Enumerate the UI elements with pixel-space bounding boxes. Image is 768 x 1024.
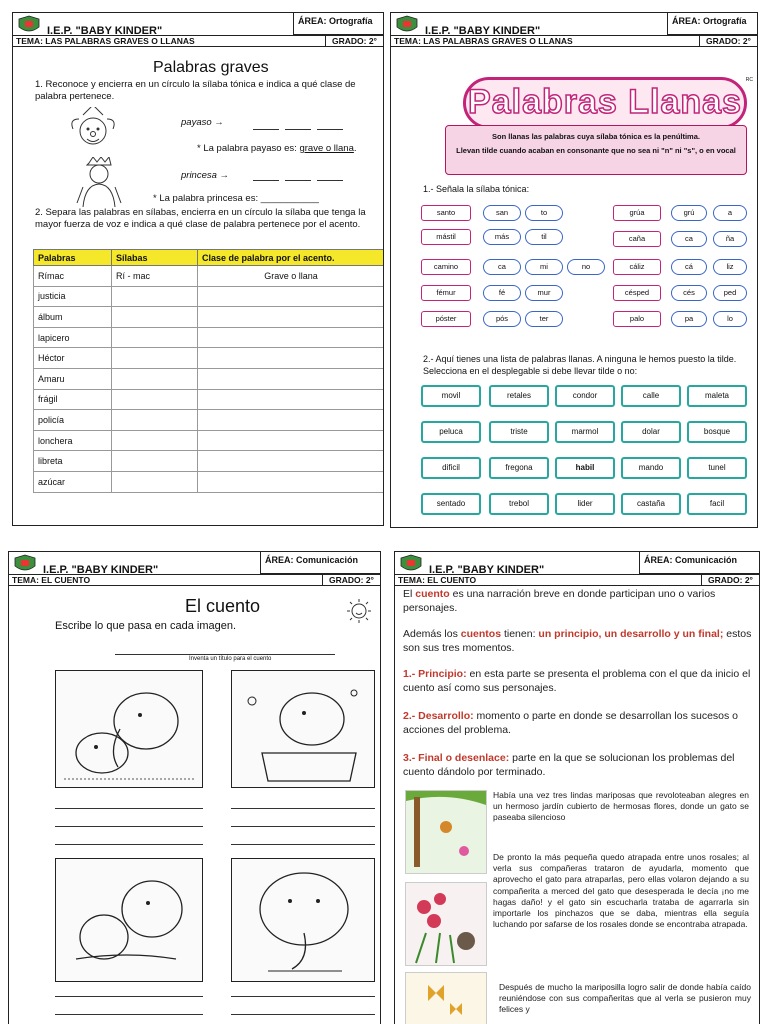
word-box: grúa: [613, 205, 661, 221]
word-select[interactable]: dificil: [421, 457, 481, 479]
syllable-box[interactable]: to: [525, 205, 563, 221]
story-paragraph-1: Había una vez tres lindas mariposas que revoloteaban alegres en un hermoso jardín cubierto de hermosas flores, donde un gato se paseaba silencioso: [493, 790, 749, 823]
syllable-box[interactable]: lo: [713, 311, 747, 327]
table-cell[interactable]: [198, 348, 385, 369]
word-select[interactable]: marmol: [555, 421, 615, 443]
word-select[interactable]: dolar: [621, 421, 681, 443]
syllable-box[interactable]: cá: [671, 259, 707, 275]
table-row: [34, 307, 385, 328]
word-box: caña: [613, 231, 661, 247]
syllable-box[interactable]: til: [525, 229, 563, 245]
table-cell[interactable]: [198, 430, 385, 451]
table-cell[interactable]: [198, 307, 385, 328]
table-cell[interactable]: [198, 327, 385, 348]
definition-paragraph: El cuento es una narración breve en donde participan uno o varios personajes.: [403, 588, 716, 614]
title-write-line[interactable]: [115, 654, 335, 655]
clown-drawing-icon: [63, 107, 123, 153]
roses-cat-icon: [406, 883, 486, 965]
table-cell: justicia: [34, 286, 112, 307]
table-cell: libreta: [34, 451, 112, 472]
table-cell: Rímac: [34, 266, 112, 287]
school-name: I.E.P. "BABY KINDER": [43, 564, 159, 576]
story-picture-3: [405, 972, 487, 1024]
word-select[interactable]: condor: [555, 385, 615, 407]
school-logo-icon: [13, 554, 37, 574]
word-select[interactable]: maleta: [687, 385, 747, 407]
worksheet-palabras-llanas: [390, 12, 758, 528]
grado-label: GRADO: 2°: [699, 36, 757, 46]
syllable-box[interactable]: pa: [671, 311, 707, 327]
page-title: Palabras Llanas: [463, 77, 747, 129]
syllable-table: [33, 249, 384, 493]
table-cell: lonchera: [34, 430, 112, 451]
worksheet-header: [9, 552, 380, 586]
table-cell[interactable]: [112, 307, 198, 328]
story-picture-1: [405, 790, 487, 874]
princesa-sentence: * La palabra princesa es: ___________: [153, 193, 319, 204]
column-header-clase: Clase de palabra por el acento.: [198, 250, 385, 266]
grado-label: GRADO: 2°: [701, 575, 759, 585]
syllable-box[interactable]: a: [713, 205, 747, 221]
word-select[interactable]: bosque: [687, 421, 747, 443]
school-name: I.E.P. "BABY KINDER": [429, 564, 545, 576]
area-label: ÁREA: Ortografía: [293, 13, 383, 35]
school-logo-icon: [17, 15, 41, 35]
area-label: ÁREA: Ortografía: [667, 13, 757, 35]
story-paragraph-2: De pronto la más pequeña quedo atrapada entre unos rosales; al verla sus compañeras trataron de ayudarla, momento que aprovecho el gato para atraparlas, pero ellas volaron dejando a su compañerita a merced del gato que desesperada le decía ¡no me hagas daño! y el gato sin escucharla trataba de agarrarla sin importarle los pinchazos que se daba, mientras ella seguía luchando por safarse de los rosales donde se encontraba atrapada.: [493, 852, 749, 930]
word-select[interactable]: tunel: [687, 457, 747, 479]
table-cell[interactable]: [112, 410, 198, 431]
grado-label: GRADO: 2°: [325, 36, 383, 46]
school-name: I.E.P. "BABY KINDER": [47, 25, 163, 37]
word-select[interactable]: calle: [621, 385, 681, 407]
table-cell: Amaru: [34, 368, 112, 389]
word-box: mástil: [421, 229, 471, 245]
word-box: camino: [421, 259, 471, 275]
worksheet-header: [13, 13, 383, 47]
table-cell[interactable]: [112, 348, 198, 369]
table-cell: álbum: [34, 307, 112, 328]
word-select[interactable]: castaña: [621, 493, 681, 515]
worksheet-el-cuento-imagenes: [8, 551, 381, 1024]
word-select[interactable]: facil: [687, 493, 747, 515]
table-cell[interactable]: [112, 471, 198, 492]
word-box: fémur: [421, 285, 471, 301]
table-row: [34, 430, 385, 451]
column-header-palabras: Palabras: [34, 250, 112, 266]
page-title: El cuento: [185, 596, 261, 616]
story-image-2: [231, 670, 375, 788]
syllable-box[interactable]: ca: [483, 259, 521, 275]
table-cell: lapicero: [34, 327, 112, 348]
story-image-3: [55, 858, 203, 982]
question-1: 1.- Señala la sílaba tónica:: [423, 184, 530, 194]
table-cell[interactable]: [198, 410, 385, 431]
tema-label: TEMA: LAS PALABRAS GRAVES O LLANAS: [16, 36, 195, 46]
rc-mark: RC: [745, 77, 753, 83]
syllable-box[interactable]: ped: [713, 285, 747, 301]
word-select[interactable]: trebol: [489, 493, 549, 515]
principio-paragraph: 1.- Principio: en esta parte se presenta el problema con el que da inicio el cuento así como sus personajes.: [403, 668, 751, 694]
syllable-box[interactable]: pós: [483, 311, 521, 327]
word-box: cáliz: [613, 259, 661, 275]
area-label: ÁREA: Comunicación: [260, 552, 380, 574]
story-paragraph-3: Después de mucho la mariposilla logro salir de donde había caído reuniéndose con sus compañeritas que al verla se pusieron muy felices y: [499, 982, 751, 1015]
syllable-box[interactable]: ter: [525, 311, 563, 327]
word-select[interactable]: habil: [555, 457, 615, 479]
word-select[interactable]: retales: [489, 385, 549, 407]
syllable-box[interactable]: grú: [671, 205, 707, 221]
word-select[interactable]: lider: [555, 493, 615, 515]
syllable-box[interactable]: san: [483, 205, 521, 221]
table-cell[interactable]: [112, 430, 198, 451]
story-image-1: [55, 670, 203, 788]
worksheet-palabras-graves: [12, 12, 384, 526]
word-box: palo: [613, 311, 661, 327]
table-row: [34, 389, 385, 410]
table-row: [34, 348, 385, 369]
syllable-box[interactable]: mi: [525, 259, 563, 275]
table-cell[interactable]: [112, 389, 198, 410]
worksheet-header: [391, 13, 757, 47]
school-logo-icon: [399, 554, 423, 574]
syllable-box[interactable]: ca: [671, 231, 707, 247]
table-cell: Héctor: [34, 348, 112, 369]
table-cell[interactable]: [112, 286, 198, 307]
grado-label: GRADO: 2°: [322, 575, 380, 585]
table-row: [34, 327, 385, 348]
parts-paragraph: Además los cuentos tienen: un principio, un desarrollo y un final; estos son sus tres momentos.: [403, 628, 752, 654]
rule-1: Son llanas las palabras cuya sílaba tónica es la penúltima.: [491, 132, 700, 141]
word-select[interactable]: fregona: [489, 457, 549, 479]
area-label: ÁREA: Comunicación: [639, 552, 759, 574]
elephant-splash-drawing-icon: [56, 859, 202, 981]
syllable-box[interactable]: no: [567, 259, 605, 275]
table-cell: azúcar: [34, 471, 112, 492]
tema-label: TEMA: EL CUENTO: [398, 575, 477, 585]
word-princesa: princesa →: [181, 170, 230, 181]
final-paragraph: 3.- Final o desenlace: parte en la que se solucionan los problemas del cuento dándolo por terminado.: [403, 752, 735, 778]
elephant-bath-drawing-icon: [232, 671, 374, 787]
table-row: [34, 266, 385, 287]
happy-elephant-drawing-icon: [232, 859, 374, 981]
payaso-sentence: * La palabra payaso es: grave o llana.: [197, 143, 357, 154]
syllable-box[interactable]: más: [483, 229, 521, 245]
table-cell[interactable]: [112, 327, 198, 348]
table-cell[interactable]: [198, 471, 385, 492]
word-box: santo: [421, 205, 471, 221]
word-select[interactable]: sentado: [421, 493, 481, 515]
table-cell[interactable]: [198, 286, 385, 307]
table-cell[interactable]: [198, 389, 385, 410]
table-row: [34, 286, 385, 307]
word-select[interactable]: movil: [421, 385, 481, 407]
desarrollo-paragraph: 2.- Desarrollo: momento o parte en donde se desarrollan los sucesos o acciones del problema.: [403, 710, 739, 736]
word-box: césped: [613, 285, 661, 301]
rule-2: Llevan tilde cuando acaban en consonante que no sea ni "n" ni "s", o en vocal: [456, 146, 736, 155]
worksheet-el-cuento-teoria: [394, 551, 760, 1024]
worksheet-header: [395, 552, 759, 586]
table-row: [34, 451, 385, 472]
column-header-silabas: Sílabas: [112, 250, 198, 266]
word-box: póster: [421, 311, 471, 327]
tema-label: TEMA: LAS PALABRAS GRAVES O LLANAS: [394, 36, 573, 46]
story-picture-2: [405, 882, 487, 966]
tema-label: TEMA: EL CUENTO: [12, 575, 91, 585]
syllable-box[interactable]: cés: [671, 285, 707, 301]
rule-box: [445, 125, 747, 175]
instruction-2: 2. Separa las palabras en sílabas, encierra en un círculo la sílaba que tenga la mayor fuerza de voz e indica a qué clase de palabra pertenece por el acento.: [35, 207, 366, 230]
word-select[interactable]: triste: [489, 421, 549, 443]
sun-icon: [346, 598, 372, 624]
word-select[interactable]: mando: [621, 457, 681, 479]
table-cell: frágil: [34, 389, 112, 410]
instruction: Escribe lo que pasa en cada imagen.: [55, 620, 237, 632]
syllable-box[interactable]: fé: [483, 285, 521, 301]
school-logo-icon: [395, 15, 419, 35]
table-cell[interactable]: [198, 368, 385, 389]
table-cell[interactable]: Grave o llana: [198, 266, 385, 287]
table-row: [34, 410, 385, 431]
page-title: Palabras graves: [153, 59, 269, 76]
syllable-box[interactable]: ña: [713, 231, 747, 247]
table-cell: policía: [34, 410, 112, 431]
princess-drawing-icon: [69, 157, 129, 207]
table-cell[interactable]: Rí - mac: [112, 266, 198, 287]
question-2: 2.- Aquí tienes una lista de palabras llanas. A ninguna le hemos puesto la tilde. Selecciona en el desplegable si debe llevar tilde o no:: [423, 354, 737, 376]
syllable-box[interactable]: liz: [713, 259, 747, 275]
table-cell[interactable]: [198, 451, 385, 472]
school-name: I.E.P. "BABY KINDER": [425, 25, 541, 37]
butterflies-icon: [406, 973, 486, 1024]
word-payaso: payaso →: [181, 117, 224, 128]
word-select[interactable]: peluca: [421, 421, 481, 443]
table-row: [34, 368, 385, 389]
elephant-drawing-icon: [56, 671, 202, 787]
syllable-box[interactable]: mur: [525, 285, 563, 301]
story-image-4: [231, 858, 375, 982]
table-cell[interactable]: [112, 368, 198, 389]
title-caption: Inventa un título para el cuento: [189, 656, 272, 662]
table-row: [34, 471, 385, 492]
table-cell[interactable]: [112, 451, 198, 472]
tree-butterflies-icon: [406, 791, 486, 873]
instruction-1: 1. Reconoce y encierra en un círculo la sílaba tónica e indica a qué clase de palabra pertenece.: [35, 79, 356, 102]
